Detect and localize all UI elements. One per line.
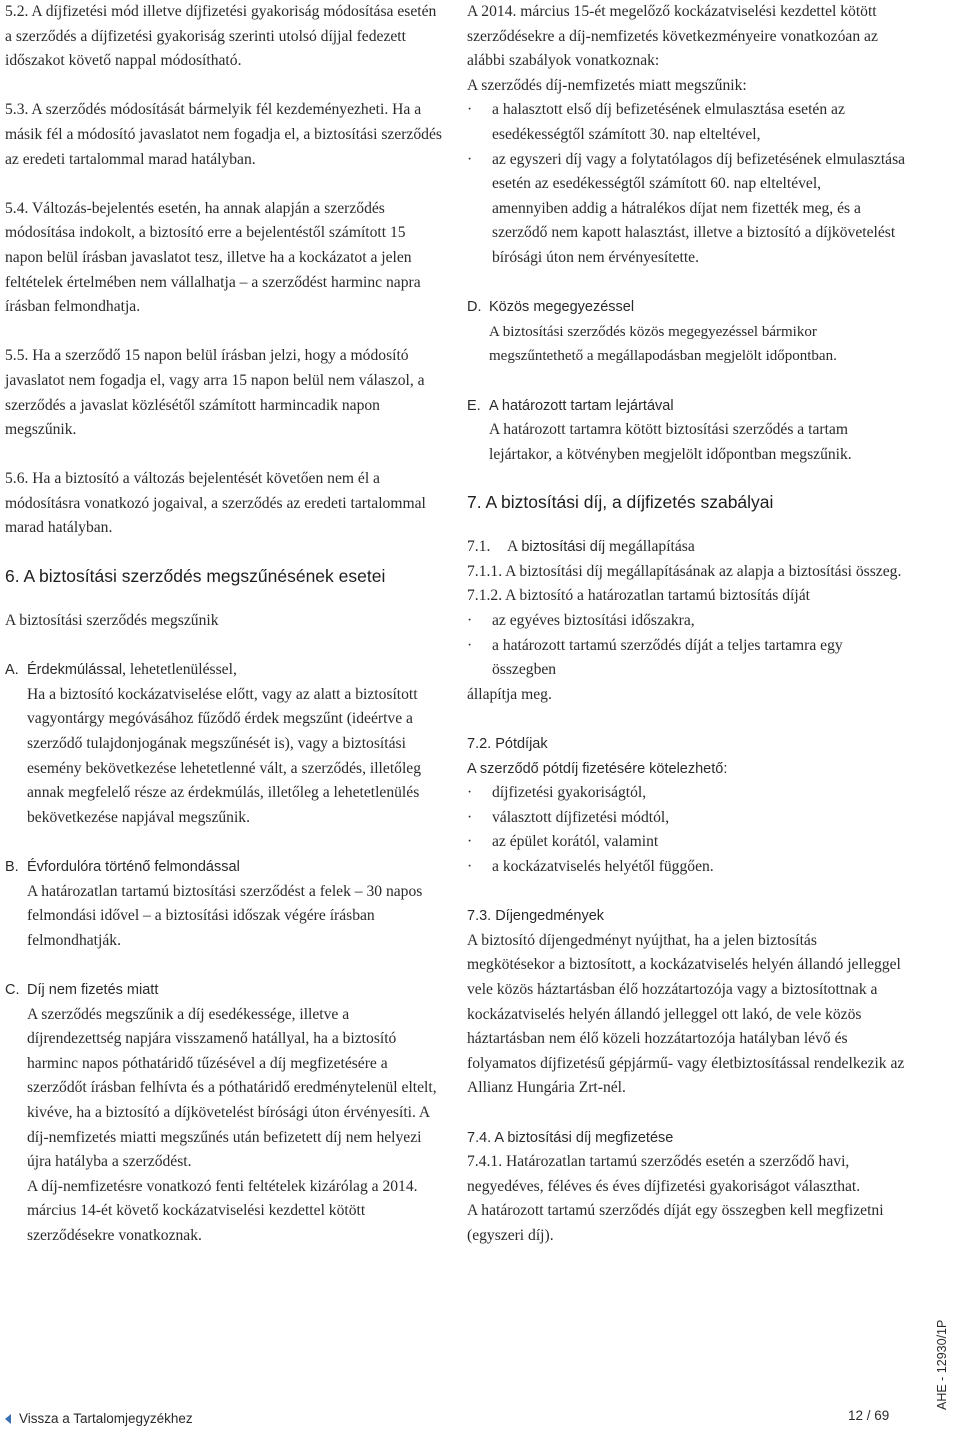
back-to-toc-label: Vissza a Tartalomjegyzékhez bbox=[19, 1411, 193, 1426]
case-b-letter: B. bbox=[5, 859, 19, 875]
list-item: · a kockázatviselés helyétől függően. bbox=[467, 855, 907, 880]
bullet-marker: · bbox=[467, 612, 473, 630]
bullet-marker: · bbox=[467, 101, 473, 119]
list-item: · díjfizetési gyakoriságtól, bbox=[467, 781, 907, 806]
case-e-body: A határozott tartamra kötött biztosítási szerződés a tartam lejártakor, a kötvényben megjelölt időpontban megszűnik. bbox=[489, 421, 852, 463]
heading-7-2: 7.2. Pótdíjak bbox=[467, 736, 548, 753]
list-item: · az egyszeri díj vagy a folytatólagos díj befizetésének elmulasztása esetén az esedékességtől számított 60. nap elteltével, bbox=[467, 148, 907, 197]
case-d-body: A biztosítási szerződés közös megegyezéssel bármikor megszűntethető a megállapodásban megjelölt időpontban. bbox=[489, 323, 837, 365]
case-c-body-1: A szerződés megszűnik a díj esedékessége, illetve a díjrendezettség napjára visszamenő hatállyal, ha a biztosító harminc napos póthatáridő tűzésével a díj megfizetésére a szerződőt írásban felhívta és a póthatáridő eredménytelenül eltelt, kivéve, ha a biztosító a díjkövetelést bírósági úton érvényesíti. A díj-nemfizetés miatti megszűnés után befizetett díj nem helyezi újra hatályba a szerződést. bbox=[27, 1005, 437, 1171]
case-d-letter: D. bbox=[467, 299, 482, 316]
paragraph-5-4: 5.4. Változás-bejelentés esetén, ha annak alapján a szerződés módosítása indokolt, a biztosító erre a bejelentéstől számított 15 napon belül írásban javaslatot tesz, illetve ha a kockázatot a jelen feltételek értelmében nem vállalhatja – a szerződést harminc napra írásban felmondhatja. bbox=[5, 199, 421, 316]
case-a bbox=[5, 658, 447, 830]
case-d bbox=[467, 295, 907, 369]
paragraph-7-1-2: 7.1.2. A biztosító a határozatlan tartamú biztosítás díját bbox=[467, 587, 810, 605]
paragraph-7-1-1: 7.1.1. A biztosítási díj megállapításának az alapja a biztosítási összeg. bbox=[467, 562, 902, 580]
case-e-title: A határozott tartam lejártával bbox=[489, 397, 674, 414]
paragraph-7-4-2: A határozott tartamú szerződés díját egy összegben kell megfizetni (egyszeri díj). bbox=[467, 1202, 884, 1244]
case-a-letter: A. bbox=[5, 662, 19, 679]
bullet-marker: · bbox=[467, 808, 473, 826]
bullet-marker: · bbox=[467, 150, 473, 168]
case-e bbox=[467, 394, 907, 468]
case-c-continued-1: A 2014. március 15-ét megelőző kockázatviselési kezdettel kötött szerződésekre a díj-nemfizetés következményeire vonatkozóan az alábbi szabályok vonatkoznak: bbox=[467, 3, 878, 70]
back-to-toc-link[interactable] bbox=[5, 1407, 193, 1432]
list-item: · a határozott tartamú szerződés díját a teljes tartamra egy összegben bbox=[467, 634, 907, 683]
case-c bbox=[5, 978, 447, 1249]
paragraph-5-5: 5.5. Ha a szerződő 15 napon belül írásban jelzi, hogy a módosító javaslatot nem fogadja el, vagy arra 15 napon belül nem válaszol, a szerződés a javaslat közlésétől számított harmincadik napon megszűnik. bbox=[5, 347, 425, 439]
case-c-continued-2: A szerződés díj-nemfizetés miatt megszűnik: bbox=[467, 76, 747, 94]
section-7-heading: 7. A biztosítási díj, a díjfizetés szabályai bbox=[467, 492, 774, 513]
list-item: · az épület korától, valamint bbox=[467, 830, 907, 855]
page-number: 12 / 69 bbox=[848, 1408, 890, 1423]
right-column bbox=[467, 0, 907, 1249]
case-c-body-2: A díj-nemfizetésre vonatkozó fenti feltételek kizárólag a 2014. március 14-ét követő kockázatviselési kezdettel kötött szerződésekre vonatkoznak. bbox=[27, 1177, 418, 1244]
list-item: · a halasztott első díj befizetésének elmulasztása esetén az esedékességtől számított 30. nap elteltével, bbox=[467, 98, 907, 147]
list-item: · az egyéves biztosítási időszakra, bbox=[467, 609, 907, 634]
case-e-letter: E. bbox=[467, 397, 481, 414]
case-c-title: Díj nem fizetés miatt bbox=[27, 981, 159, 998]
case-b-title: Évfordulóra történő felmondással bbox=[27, 859, 240, 875]
bullet-marker: · bbox=[467, 858, 473, 875]
bullet-marker: · bbox=[467, 833, 473, 851]
bullet-marker: · bbox=[467, 636, 473, 654]
case-c-continued-3: amennyiben addig a hátralékos díjat nem fizették meg, és a szerződő nem kapott halasztást, illetve a biztosító a díjkövetelést bírósági úton nem érvényesítette. bbox=[492, 199, 896, 266]
bullet-marker: · bbox=[467, 784, 473, 802]
paragraph-5-2: 5.2. A díjfizetési mód illetve díjfizetési gyakoriság módosítása esetén a szerződés a díjfizetési gyakoriság szerinti utolsó díjjal fedezett időszakot követő nappal módosítható. bbox=[5, 3, 437, 70]
paragraph-5-6: 5.6. Ha a biztosító a változás bejelentését követően nem él a módosításra vonatkozó jogaival, a szerződés az eredeti tartalommal marad hatályban. bbox=[5, 470, 426, 537]
paragraph-7-1-2-end: állapítja meg. bbox=[467, 685, 552, 703]
arrow-left-icon bbox=[5, 1414, 11, 1424]
case-c-letter: C. bbox=[5, 981, 20, 998]
paragraph-7-3: A biztosító díjengedményt nyújthat, ha a jelen biztosítás megkötésekor a biztosított, a kockázatviselés helyén állandó jelleggel vele közös háztartásban élő hozzátartozója vagy a biztosítottnak a kockázatviselés helyén állandó jelleggel ott lakó, de vele közös háztartásban nem élő közeli hozzátartozója hatályban lévő és folyamatos díjfizetésű gépjármű- vagy életbiztosítással rendelkezik az Allianz Hungária Zrt-nél. bbox=[467, 931, 905, 1097]
case-a-title: Érdekmúlással bbox=[27, 662, 123, 679]
section-6-heading: 6. A biztosítási szerződés megszűnésének esetei bbox=[5, 566, 386, 587]
document-code: AHE - 12930/1P bbox=[935, 1319, 949, 1410]
heading-7-3: 7.3. Díjengedmények bbox=[467, 908, 605, 925]
left-column bbox=[5, 0, 447, 1249]
surcharge-intro: A szerződő pótdíj fizetésére kötelezhető: bbox=[467, 760, 728, 777]
case-a-body: Ha a biztosító kockázatviselése előtt, vagy az alatt a biztosított vagyontárgy megóvásához fűződő érdek megszűnt (ideértve a szerződő tulajdonjogának megszűnését is), vagy a biztosítási esemény bekövetkezése lehetetlenné vált, a szerződés, illetőleg annak megfelelő része az érdekmúlás, illetőleg a lehetetlenülés bekövetkezése napjával megszűnik. bbox=[27, 685, 421, 826]
heading-7-4: 7.4. A biztosítási díj megfizetése bbox=[467, 1129, 674, 1146]
case-d-title: Közös megegyezéssel bbox=[489, 299, 635, 316]
paragraph-7-1: 7.1. A biztosítási díj megállapítása bbox=[467, 538, 695, 556]
paragraph-5-3: 5.3. A szerződés módosítását bármelyik fél kezdeményezheti. Ha a másik fél a módosító javaslatot nem fogadja el, a biztosítási szerződés az eredeti tartalommal marad hatályban. bbox=[5, 101, 442, 168]
termination-intro: A biztosítási szerződés megszűnik bbox=[5, 612, 219, 630]
list-item: · választott díjfizetési módtól, bbox=[467, 806, 907, 831]
case-b-body: A határozatlan tartamú biztosítási szerződést a felek – 30 napos felmondási idővel – a biztosítási időszak végére írásban felmondhatják. bbox=[27, 882, 423, 949]
case-b bbox=[5, 855, 447, 953]
paragraph-7-4-1: 7.4.1. Határozatlan tartamú szerződés esetén a szerződő havi, negyedéves, féléves és éves díjfizetési gyakoriságot választhat. bbox=[467, 1153, 861, 1195]
case-a-title-rest: , lehetetlenüléssel, bbox=[122, 661, 237, 679]
